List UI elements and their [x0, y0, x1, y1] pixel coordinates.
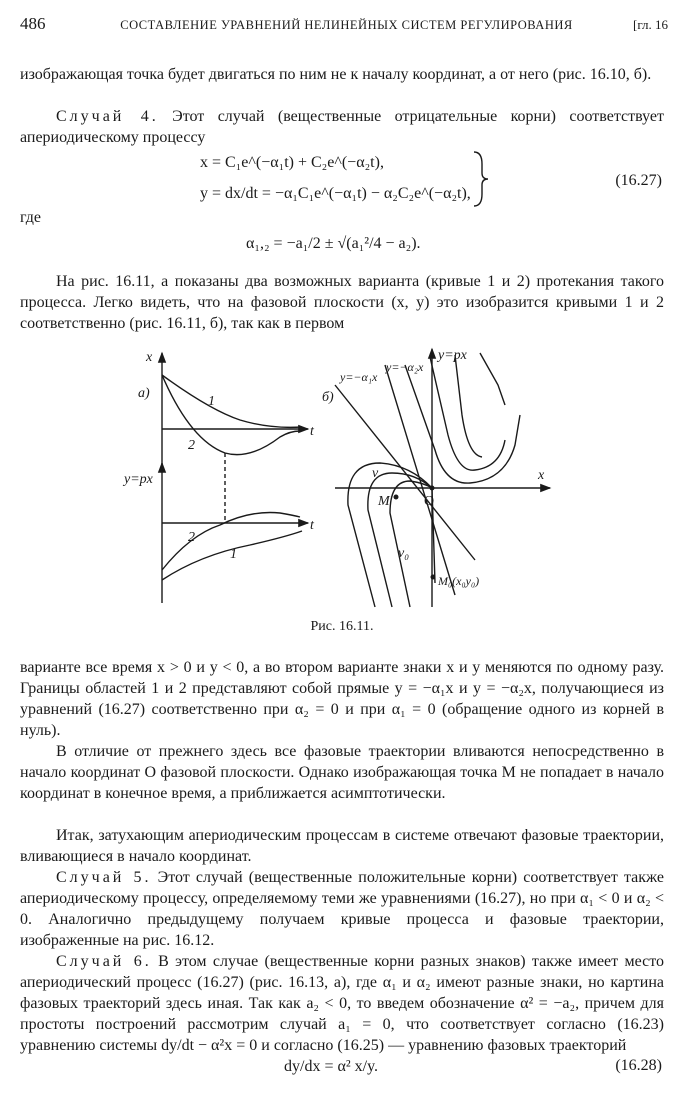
fig-label-v: v: [372, 466, 379, 481]
page-number: 486: [20, 14, 46, 33]
case-6-text: В этом случае (вещественные корни разных знаков) также имеет место апериодический процесс (16.27) (рис. 16.13, а), где α₁ и α₂ имеют разные знаки, но картина фазовых траекторий здесь иная. Так как a₂ < 0, то введем обозначение α² = −a₂, причем для простоты построений рассмотрим случай a₁ = 0, что соответствует согласно (16.23) уравнению системы dy/dt − α²x = 0 и согласно (16.25) — уравнению фазовых траекторий: [20, 953, 664, 1054]
origin-point: [430, 486, 435, 491]
case-4-text: Этот случай (вещественные отрицательные корни) соответствует апериодическому процессу: [20, 108, 665, 146]
fig-label-t2: t: [310, 518, 314, 533]
page-header: [20, 14, 668, 36]
phase-trajectory-1: [348, 463, 435, 607]
case-6-paragraph: [20, 951, 664, 1056]
where-word: где: [20, 209, 42, 226]
fig-label-m: M: [378, 494, 390, 509]
fig-label-t: t: [310, 424, 314, 439]
phase-trajectory-6: [455, 355, 482, 457]
fig-label-a: а): [138, 386, 150, 401]
fig-label-curve-2: 2: [188, 438, 195, 453]
equation-16-27-line-2: y = dx/dt = −α₁C₁e^(−α₁t) − α₂C₂e^(−α₂t),: [200, 185, 471, 202]
fig-label-origin: O: [424, 494, 435, 509]
equation-16-28: dy/dx = α² x/y.: [284, 1058, 379, 1075]
phase-trajectory-5: [430, 357, 505, 470]
case-4-paragraph: [20, 106, 664, 148]
case-5-text: Этот случай (вещественные положительные корни) соответствует также апериодическому процессу, определяемому теми же уравнениями (16.27), но при α₁ < 0 и α₂ < 0. Аналогично предыдущему получаем кривые процесса и фазовые траектории, изображенные на рис. 16.12.: [20, 869, 664, 949]
panel-a-curve-2: [162, 375, 300, 455]
paragraph-2: На рис. 16.11, а показаны два возможных варианта (кривые 1 и 2) протекания такого процесса. Легко видеть, что на фазовой плоскости (x, y) это изобразится кривыми 1 и 2 соответственно (рис. 16.11, б), так как в первом: [20, 273, 664, 332]
fig-label-curve-2b: 2: [188, 530, 195, 545]
case-5-paragraph: [20, 867, 664, 951]
fig-label-line-1: y=−α₁x: [340, 370, 378, 384]
fig-label-x: x: [146, 350, 153, 365]
paragraph-3: варианте все время x > 0 и y < 0, а во втором варианте знаки x и y меняются по одному разу. Границы областей 1 и 2 представляют собой прямые y = −α₁x и y = −α₂x, получающиеся из уравнений (16.27) соответственно при α₂ = 0 и при α₁ = 0 (обращение одного из корней в нуль).: [20, 659, 664, 739]
fig-label-x-b: x: [538, 468, 545, 483]
fig-label-v0: v₀: [398, 546, 410, 561]
fig-label-line-2: y=−α₂x: [386, 360, 424, 374]
equation-16-28-number: (16.28): [615, 1057, 662, 1074]
point-m0: [431, 575, 436, 580]
equation-brace: [470, 150, 490, 208]
paragraph-1: изображающая точка будет двигаться по ним не к началу координат, а от него (рис. 16.10, б).: [20, 66, 652, 83]
alpha-roots-equation: α₁,₂ = −a₁/2 ± √(a₁²/4 − a₂).: [246, 235, 421, 252]
running-title: СОСТАВЛЕНИЕ УРАВНЕНИЙ НЕЛИНЕЙНЫХ СИСТЕМ РЕГУЛИРОВАНИЯ: [120, 18, 573, 32]
figure-caption: Рис. 16.11.: [310, 619, 374, 634]
case-6-label: Случай 6.: [56, 953, 152, 970]
phase-trajectory-7: [480, 353, 505, 405]
case-5-label: Случай 5.: [56, 869, 152, 886]
fig-label-m0: M₀(x₀y₀): [438, 574, 480, 588]
fig-label-ypx-b: y=px: [438, 348, 467, 363]
fig-label-curve-1: 1: [208, 394, 215, 409]
equation-16-27-line-1: x = C₁e^(−α₁t) + C₂e^(−α₂t),: [200, 154, 384, 171]
case-4-label: Случай 4.: [56, 108, 159, 125]
chapter-ref: [гл. 16: [633, 17, 668, 32]
fig-label-ypx-a: y=px: [124, 472, 153, 487]
panel-a-curve-1: [162, 375, 302, 427]
paragraph-4: В отличие от прежнего здесь все фазовые траектории вливаются непосредственно в начало координат O фазовой плоскости. Однако изображающая точка M не попадает в начало координат в конечное время, а приближается асимптотически.: [20, 743, 664, 802]
fig-label-curve-1b: 1: [230, 547, 237, 562]
point-m: [394, 495, 399, 500]
equation-16-27-number: (16.27): [615, 172, 662, 189]
figure-16-11: [110, 345, 580, 610]
paragraph-5: Итак, затухающим апериодическим процессам в системе отвечают фазовые траектории, вливающиеся в начало координат.: [20, 827, 664, 865]
fig-label-b: б): [322, 390, 334, 405]
